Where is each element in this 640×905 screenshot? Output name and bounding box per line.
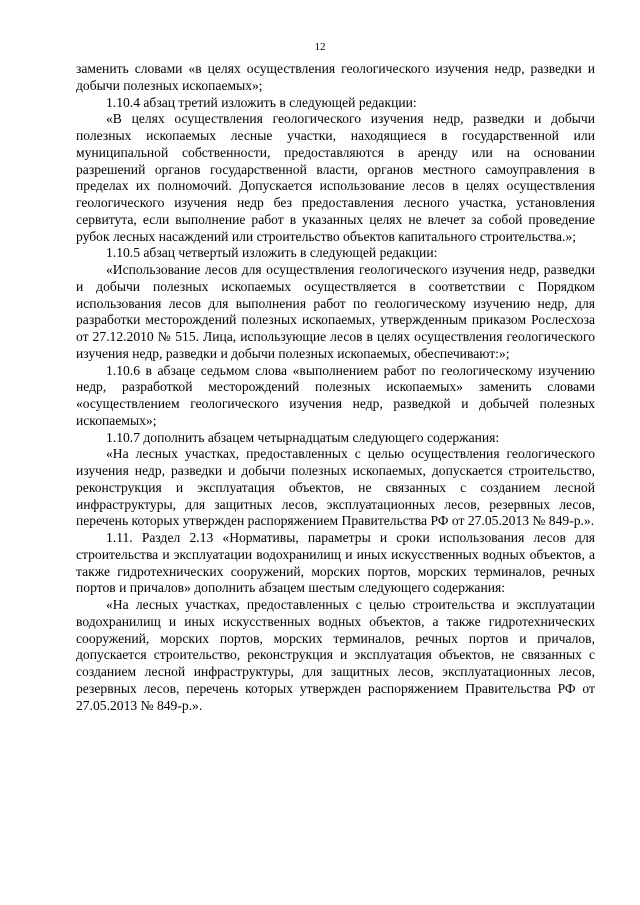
paragraph-item-1-10-6: 1.10.6 в абзаце седьмом слова «выполнением работ по геологическому изучению недр, разработкой месторождений полезных ископаемых» заменить словами «осуществлением геологического изучения недр, разведкой и добычей полезных ископаемых»; — [76, 362, 595, 428]
paragraph-quote-1-11: «На лесных участках, предоставленных с целью строительства и эксплуатации водохранилищ и иных искусственных водных объектов, а также гидротехнических сооружений, морских портов, морских терминалов, речных портов и причалов, допускается строительство, реконструкция и эксплуатация объектов, не связанных с созданием лесной инфраструктуры, для защитных лесов, эксплуатационных лесов, резервных лесов, перечень которых утвержден распоряжением Правительства РФ от 27.05.2013 № 849-р.». — [76, 597, 595, 713]
paragraph-item-1-10-7: 1.10.7 дополнить абзацем четырнадцатым следующего содержания: — [106, 429, 500, 445]
page-number: 12 — [314, 41, 326, 53]
document-body — [76, 61, 595, 714]
paragraph-item-1-10-4: 1.10.4 абзац третий изложить в следующей редакции: — [106, 94, 417, 110]
paragraph-quote-1-10-5: «Использование лесов для осуществления геологического изучения недр, разведки и добычи полезных ископаемых осуществляется в соответствии с Порядком использования лесов для выполнения работ по геологическому изучению недр, для разработки месторождений полезных ископаемых, утвержденным приказом Рослесхоза от 27.12.2010 № 515. Лица, использующие лесов в целях осуществления геологического изучения недр, разведки и добычи полезных ископаемых, обеспечивают:»; — [76, 262, 595, 361]
paragraph-item-1-10-5: 1.10.5 абзац четвертый изложить в следующей редакции: — [106, 245, 438, 261]
paragraph-item-1-11: 1.11. Раздел 2.13 «Нормативы, параметры и сроки использования лесов для строительства и эксплуатации водохранилищ и иных искусственных водных объектов, а также гидротехнических сооружений, морских портов, морских терминалов, речных портов и причалов» дополнить абзацем шестым следующего содержания: — [76, 530, 595, 596]
paragraph-quote-1-10-7: «На лесных участках, предоставленных с целью осуществления геологического изучения недр, разведки и добычи полезных ископаемых, допускается строительство, реконструкция и эксплуатация объектов, не связанных с созданием лесной инфраструктуры, для защитных лесов, эксплуатационных лесов, резервных лесов, перечень которых утвержден распоряжением Правительства РФ от 27.05.2013 № 849-р.». — [76, 446, 595, 529]
paragraph-continuation: заменить словами «в целях осуществления геологического изучения недр, разведки и добычи полезных ископаемых»; — [76, 61, 595, 93]
paragraph-quote-1-10-4: «В целях осуществления геологического изучения недр, разведки и добычи полезных ископаемых лесные участки, находящиеся в государственной или муниципальной собственности, предоставляются в аренду или на основании разрешений органов государственной власти, органов местного самоуправления в пределах их полномочий. Допускается использование лесов в целях осуществления геологического изучения недр без предоставления лесного участка, установления сервитута, если выполнение работ в указанных целях не влечет за собой проведение рубок лесных насаждений или строительство объектов капитального строительства.»; — [76, 111, 595, 244]
